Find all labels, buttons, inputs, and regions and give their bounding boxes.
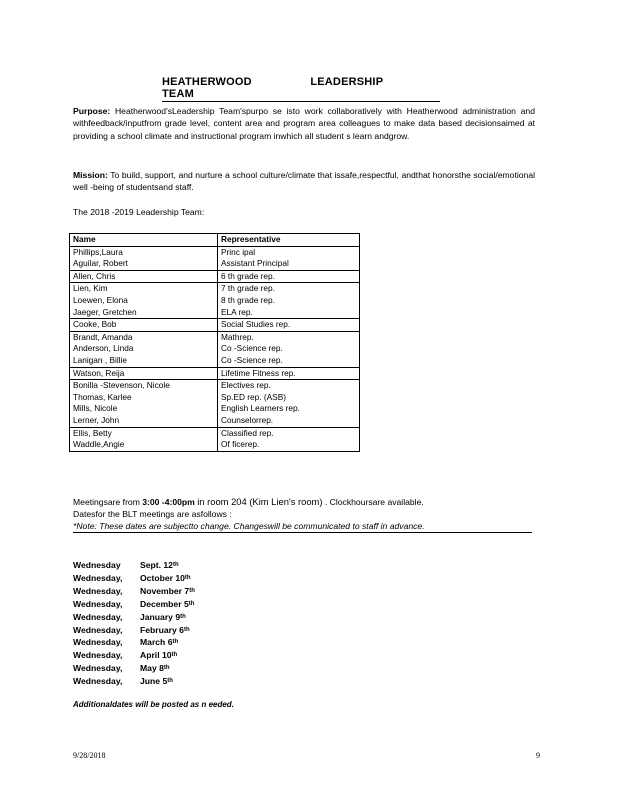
roster-reps-cell xyxy=(218,367,360,380)
member-name: Watson, Reija xyxy=(73,367,125,378)
member-name: Ellis, Betty xyxy=(73,427,112,438)
meeting-day: Wednesday, xyxy=(73,598,123,609)
member-name: Waddle,Angie xyxy=(73,439,125,450)
member-name: Mills, Nicole xyxy=(73,403,118,414)
member-role: Co -Science rep. xyxy=(221,354,283,365)
date-suffix: th xyxy=(167,678,173,685)
roster-names-cell xyxy=(70,380,218,427)
roster-names-cell xyxy=(70,246,218,270)
member-name: Aguilar, Robert xyxy=(73,258,128,269)
meetings-note: *Note: These dates are subjectto change. Changeswill be communicated to staff in advance. xyxy=(73,520,532,533)
meeting-date-row xyxy=(73,662,195,675)
member-name: Lerner, John xyxy=(73,414,120,425)
meeting-day: Wednesday, xyxy=(73,650,123,661)
member-name: Cooke, Bob xyxy=(73,319,117,330)
mission-text: To build, support, and nurture a school culture/climate that issafe,respectful, andthat honorsthe social/emotional well -being of studentsand staff. xyxy=(73,170,536,193)
roster-table xyxy=(69,233,360,452)
page-number: 9 xyxy=(536,751,540,760)
member-name: Loewen, Elona xyxy=(73,294,128,305)
meeting-date: February 6 xyxy=(140,624,184,635)
date-suffix: th xyxy=(183,626,190,633)
team-intro: The 2018 -2019 Leadership Team: xyxy=(73,207,205,217)
meeting-time: 3:00 -4:00pm xyxy=(142,497,195,507)
member-role: Social Studies rep. xyxy=(221,319,291,330)
page-title xyxy=(162,76,440,102)
meeting-day: Wednesday, xyxy=(73,663,123,674)
member-role: Co -Science rep. xyxy=(221,343,283,354)
roster-names-cell xyxy=(70,331,218,367)
roster-reps-cell xyxy=(218,283,360,319)
footer-date: 9/28/2018 xyxy=(73,751,106,760)
roster-group-row xyxy=(70,319,360,332)
roster-names-cell xyxy=(70,283,218,319)
meeting-date: October 10 xyxy=(140,572,185,583)
title-part-3: TEAM xyxy=(162,88,194,100)
member-name: Lien, Kim xyxy=(73,283,108,294)
mission-label: Mission: xyxy=(73,170,108,180)
clock-hours: . Clockhoursare available. xyxy=(324,497,424,507)
meeting-room: in room 204 (Kim Lien's room) xyxy=(197,496,323,507)
meeting-day: Wednesday, xyxy=(73,572,123,583)
roster-reps-cell xyxy=(218,270,360,283)
roster-group-row xyxy=(70,270,360,283)
member-role: 7 th grade rep. xyxy=(221,283,275,294)
member-name: Phillips,Laura xyxy=(73,246,123,257)
roster-reps-cell xyxy=(218,246,360,270)
member-role: 8 th grade rep. xyxy=(221,294,275,305)
mission-paragraph xyxy=(73,169,535,194)
date-suffix: th xyxy=(180,613,186,620)
date-suffix: th xyxy=(172,562,179,568)
meeting-date: March 6 xyxy=(140,637,173,648)
meeting-day: Wednesday, xyxy=(73,676,123,687)
roster-group-row xyxy=(70,367,360,380)
meeting-date: Sept. 12 xyxy=(140,560,173,570)
meetings-intro: Meetingsare from xyxy=(73,497,140,507)
member-role: ELA rep. xyxy=(221,306,253,317)
meeting-day: Wednesday xyxy=(73,560,121,570)
meeting-date: November 7 xyxy=(140,585,190,596)
roster-reps-cell xyxy=(218,427,360,451)
meeting-day: Wednesday, xyxy=(73,637,123,648)
meeting-date-row xyxy=(73,572,195,585)
roster-names-cell xyxy=(70,270,218,283)
roster-reps-cell xyxy=(218,380,360,427)
member-name: Brandt, Amanda xyxy=(73,331,133,342)
roster-names-cell xyxy=(70,367,218,380)
member-role: Mathrep. xyxy=(221,331,254,342)
meeting-date: June 5 xyxy=(140,676,168,687)
meetings-section xyxy=(73,496,533,533)
roster-group-row xyxy=(70,283,360,319)
roster-group-row xyxy=(70,380,360,427)
meeting-date: May 8 xyxy=(140,663,164,674)
roster-group-row xyxy=(70,427,360,451)
member-role: Lifetime Fitness rep. xyxy=(221,367,296,378)
meeting-date-row xyxy=(73,636,195,649)
meetings-line-1 xyxy=(73,496,533,508)
member-role: Assistant Principal xyxy=(221,258,289,269)
member-role: English Learners rep. xyxy=(221,403,300,414)
member-role: Counselorrep. xyxy=(221,414,274,425)
member-role: 6 th grade rep. xyxy=(221,270,275,281)
additional-dates-note: Additionaldates will be posted as n eeded. xyxy=(73,700,234,709)
meeting-day: Wednesday, xyxy=(73,585,123,596)
meeting-day: Wednesday, xyxy=(73,611,123,622)
meeting-date-row xyxy=(73,624,195,637)
meeting-date: January 9 xyxy=(140,611,181,622)
member-name: Lanigan , Billie xyxy=(73,354,127,365)
member-name: Bonilla -Stevenson, Nicole xyxy=(73,380,170,391)
meeting-date: April 10 xyxy=(140,650,172,661)
date-suffix: th xyxy=(172,639,179,646)
title-part-1: HEATHERWOOD xyxy=(162,76,252,88)
member-name: Thomas, Karlee xyxy=(73,391,132,402)
meeting-date: December 5 xyxy=(140,598,189,609)
purpose-paragraph xyxy=(73,105,535,142)
meeting-date-row xyxy=(73,559,195,572)
meeting-date-row xyxy=(73,675,195,688)
date-suffix: th xyxy=(188,600,195,607)
meeting-day: Wednesday, xyxy=(73,624,123,635)
meeting-dates-list xyxy=(73,559,195,688)
roster-group-row xyxy=(70,331,360,367)
date-suffix: th xyxy=(163,665,170,672)
title-part-2: LEADERSHIP xyxy=(310,76,384,88)
date-suffix: th xyxy=(171,652,178,659)
meeting-date-row xyxy=(73,649,195,662)
roster-reps-cell xyxy=(218,319,360,332)
roster-header-row xyxy=(70,234,360,247)
member-role: Classified rep. xyxy=(221,427,274,438)
member-role: Of ficerep. xyxy=(221,439,260,450)
member-role: Princ ipal xyxy=(221,246,256,257)
roster-names-cell xyxy=(70,319,218,332)
purpose-text: Heatherwood'sLeadership Team'spurpo se isto work collaboratively with Heatherwood administration and withfeedback/inputfrom grade level, content area and program area colleagues to make data based decisionsaimed at providing a school climate and instructional program inwhich all student s learn andgrow. xyxy=(73,106,535,141)
meetings-line-2: Datesfor the BLT meetings are asfollows : xyxy=(73,509,232,519)
roster-group-row xyxy=(70,246,360,270)
member-name: Jaeger, Gretchen xyxy=(73,306,137,317)
member-name: Allen, Chris xyxy=(73,270,116,281)
date-suffix: th xyxy=(184,574,191,581)
meeting-date-row xyxy=(73,598,195,611)
rep-header: Representative xyxy=(218,234,360,247)
roster-names-cell xyxy=(70,427,218,451)
date-suffix: th xyxy=(189,587,195,594)
name-header: Name xyxy=(70,234,218,247)
meeting-date-row xyxy=(73,585,195,598)
member-role: Electives rep. xyxy=(221,380,271,391)
purpose-label: Purpose: xyxy=(73,106,111,116)
roster-reps-cell xyxy=(218,331,360,367)
meeting-date-row xyxy=(73,611,195,624)
member-role: Sp.ED rep. (ASB) xyxy=(221,391,287,402)
member-name: Anderson, Linda xyxy=(73,343,134,354)
